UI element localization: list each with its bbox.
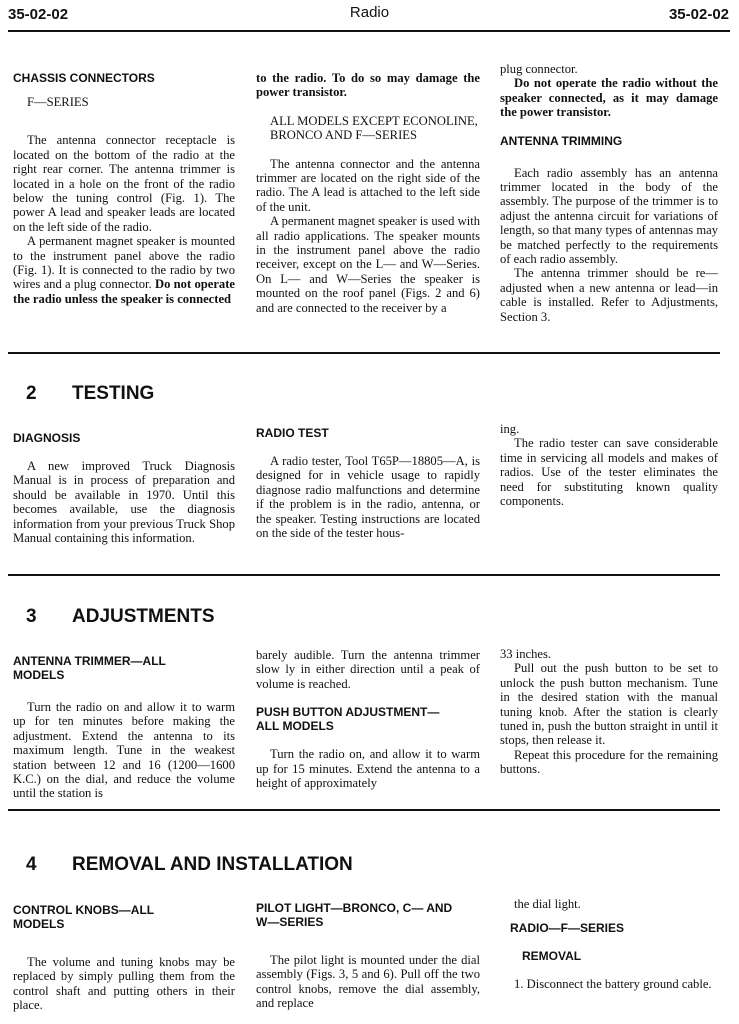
chassis-connectors-heading: CHASSIS CONNECTORS bbox=[13, 71, 155, 85]
section-2-number: 2 bbox=[26, 383, 37, 404]
pilot-light-heading: PILOT LIGHT—BRONCO, C— AND W—SERIES bbox=[256, 901, 453, 929]
operate-warning-paragraph bbox=[500, 76, 718, 119]
radio-f-series-heading: RADIO—F—SERIES bbox=[510, 921, 625, 936]
antenna-connector-paragraph: The antenna connector and the antenna trimmer are located on the right side of the radio. The A lead is attached to the left side of the unit. bbox=[256, 156, 480, 214]
speaker-warning-continued bbox=[256, 71, 480, 100]
push-button-set-paragraph: Pull out the push button to be set to unlock the push button mechanism. Tune in the desired station with the manual tuning knob. After the station is clearly tuned in, push the button straight in until it stops, then release it. bbox=[500, 661, 718, 748]
removal-subheading: REMOVAL bbox=[522, 949, 582, 964]
permanent-magnet-speaker-paragraph: A permanent magnet speaker is used with all radio applications. The speaker mounts in the instrument panel above the radio receiver, except on the L— and W—Series. On L— and W—Series the speaker is mounted on the roof panel (Figs. 2 and 6) and are connected to the receiver by a bbox=[256, 214, 480, 315]
control-knobs-paragraph: The volume and tuning knobs may be replaced by simply pulling them from the control shaft and putting others in their place. bbox=[13, 955, 235, 1013]
page-number-right: 35-02-02 bbox=[668, 6, 729, 23]
antenna-trimming-paragraph-1: Each radio assembly has an antenna trimmer located in the body of the assembly. The purpose of the trimmer is to adjust the antenna circuit for variations of length, so that many types of antennas may be matched perfectly to the requirements of each radio assembly. bbox=[500, 165, 718, 267]
s4-column-1 bbox=[13, 903, 235, 1013]
s2-column-2 bbox=[256, 426, 480, 540]
radio-tester-paragraph: The radio tester can save considerable time in servicing all models and makes of radios. Use of the tester eliminates the need for substituting known quality components. bbox=[500, 436, 718, 509]
removal-step-1: 1. Disconnect the battery ground cable. bbox=[514, 977, 712, 992]
barely-audible-continued: barely audible. Turn the antenna trimmer slow ly in either direction until a peak of volume is reached. bbox=[256, 648, 480, 691]
s3-column-2 bbox=[256, 648, 480, 790]
radio-test-heading: RADIO TEST bbox=[256, 426, 329, 440]
diagnosis-paragraph: A new improved Truck Diagnosis Manual is in process of preparation and should be available in 1970. Until this becomes available, use the diagnosis information from your previous Truck Shop Manual containing this information. bbox=[13, 459, 235, 546]
header-rule bbox=[8, 30, 730, 32]
s1-column-1 bbox=[13, 71, 235, 306]
push-button-heading: PUSH BUTTON ADJUSTMENT—ALL MODELS bbox=[256, 705, 440, 734]
s3-column-1 bbox=[13, 654, 235, 801]
dial-light-continued: the dial light. bbox=[514, 897, 581, 911]
page-number-left: 35-02-02 bbox=[8, 6, 69, 23]
s4-column-3 bbox=[500, 897, 718, 992]
section-2-title: TESTING bbox=[72, 383, 155, 404]
section-3-title: ADJUSTMENTS bbox=[72, 606, 215, 627]
s1-column-2 bbox=[256, 71, 480, 315]
warning-continued-text: to the radio. To do so may damage the power transistor. bbox=[256, 71, 480, 100]
antenna-trimmer-heading: ANTENNA TRIMMER—ALL MODELS bbox=[13, 654, 166, 682]
section-4-number: 4 bbox=[26, 854, 37, 875]
chassis-connectors-paragraph-1: The antenna connector receptacle is located on the bottom of the radio at the right rear corner. The antenna trimmer is located in a hole on the front of the radio below the tuning control (Fig. 1). The power A lead and speaker leads are located on the left side of the radio. bbox=[13, 133, 235, 234]
s4-column-2 bbox=[256, 901, 480, 1011]
antenna-trimming-paragraph-2: The antenna trimmer should be re—adjusted when a new antenna or lead—in cable is installed. Refer to Adjustments, Section 3. bbox=[500, 266, 718, 324]
antenna-trimmer-paragraph: Turn the radio on and allow it to warm up for ten minutes before making the adjustment. Extend the antenna to its maximum length. Tune in the weakest station between 12 and 16 (1200—1600 K.C.) on the dial, and reduce the volume until the station is bbox=[13, 700, 235, 801]
inches-continued: 33 inches. bbox=[500, 647, 552, 661]
speaker-warning: Do not operate the radio unless the speaker is connected bbox=[13, 277, 236, 306]
antenna-trimming-heading: ANTENNA TRIMMING bbox=[500, 133, 623, 148]
push-button-paragraph: Turn the radio on, and allow it to warm up for 15 minutes. Extend the antenna to a height of approximately bbox=[256, 747, 480, 791]
s1-column-3 bbox=[500, 62, 718, 324]
operate-warning-text: Do not operate the radio without the speaker connected, as it may damage the power transistor. bbox=[500, 76, 718, 120]
section-3-number: 3 bbox=[26, 606, 37, 627]
plug-connector-continued: plug connector. bbox=[500, 62, 578, 76]
tester-housing-continued: ing. bbox=[500, 422, 520, 436]
diagnosis-heading: DIAGNOSIS bbox=[13, 431, 81, 445]
section-4-heading bbox=[26, 854, 353, 876]
section-4-title: REMOVAL AND INSTALLATION bbox=[72, 854, 353, 875]
section-rule-3 bbox=[8, 809, 720, 811]
s2-column-1 bbox=[13, 431, 235, 545]
f-series-subheading: F—SERIES bbox=[27, 95, 89, 109]
section-2-heading bbox=[26, 383, 154, 405]
chassis-connectors-paragraph-2 bbox=[13, 234, 235, 306]
section-rule-2 bbox=[8, 574, 720, 576]
s2-column-3 bbox=[500, 422, 718, 508]
repeat-procedure-paragraph: Repeat this procedure for the remaining buttons. bbox=[500, 747, 718, 777]
radio-test-paragraph: A radio tester, Tool T65P—18805—A, is designed for in vehicle usage to rapidly diagnose radio malfunctions and determine if the problem is in the radio, antenna, or the speaker. Testing instructions are located on the side of the tester hous- bbox=[256, 454, 480, 541]
running-title: Radio bbox=[349, 4, 390, 21]
all-models-except-subheading: ALL MODELS EXCEPT ECONOLINE, BRONCO AND F—SERIES bbox=[270, 113, 478, 143]
control-knobs-heading: CONTROL KNOBS—ALL MODELS bbox=[13, 903, 154, 931]
section-rule-1 bbox=[8, 352, 720, 354]
s3-column-3 bbox=[500, 647, 718, 777]
section-3-heading bbox=[26, 606, 215, 628]
speaker-mount-text: A permanent magnet speaker is mounted to the instrument panel above the radio (Fig. 1). It is connected to the radio by two wires and a plug connector. bbox=[13, 234, 235, 292]
pilot-light-paragraph: The pilot light is mounted under the dial assembly (Figs. 3, 5 and 6). Pull off the two control knobs, remove the dial assembly, and replace bbox=[256, 953, 480, 1011]
